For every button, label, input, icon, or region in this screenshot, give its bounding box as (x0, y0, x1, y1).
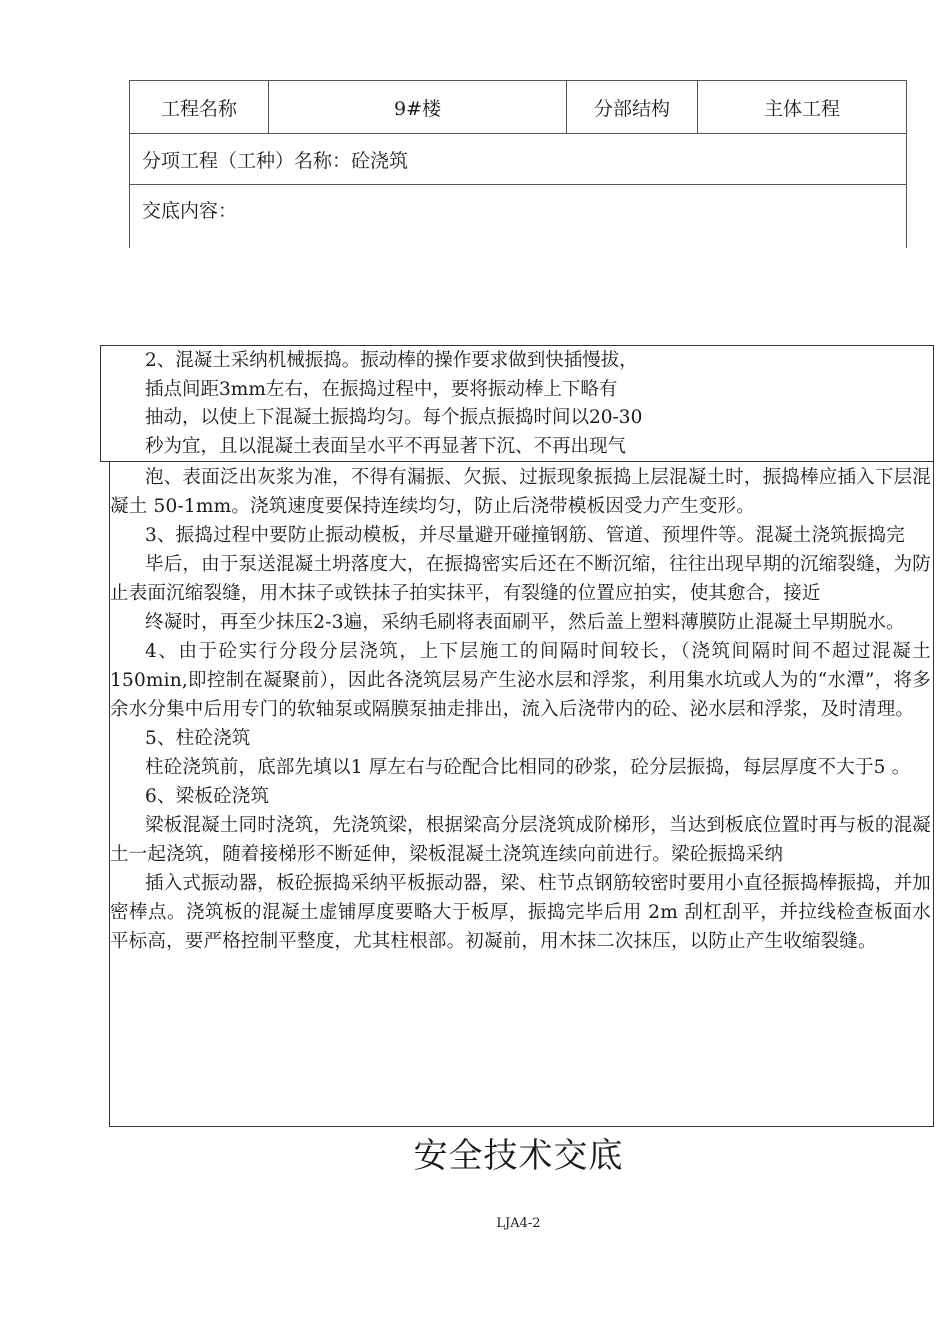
header-table (129, 80, 907, 248)
header-row-project (130, 81, 907, 134)
project-name-label: 工程名称 (130, 81, 269, 134)
content-line: 2、混凝土采纳机械振捣。振动棒的操作要求做到快插慢拔， (145, 350, 638, 371)
content-line: 抽动，以使上下混凝土振捣均匀。每个振点振捣时间以20-30 (145, 407, 643, 428)
content-line: 秒为宜，且以混凝土表面呈水平不再显著下沉、不再出现气 (145, 435, 627, 457)
content-paragraph: 毕后，由于泵送混凝土坍落度大，在振捣密实后还在不断沉缩，往往出现早期的沉缩裂缝，为防止表面沉缩裂缝，用木抹子或铁抹子拍实抹平，有裂缝的位置应拍实，使其愈合，接近 (110, 554, 931, 604)
content-paragraph: 4、由于砼实行分段分层浇筑，上下层施工的间隔时间较长，（浇筑间隔时间不超过混凝土 150min,即控制在凝聚前），因此各浇筑层易产生泌水层和浮浆，利用集水坑或人为的“水潭”，将多余水分集中后用专门的软轴泵或隔膜泵抽走排出，流入后浇带内的砼、泌水层和浮浆，及时清理。 (110, 641, 931, 720)
division-label: 分部结构 (567, 81, 698, 134)
project-name-value: 9#楼 (269, 81, 567, 134)
header-row-subitem (130, 134, 907, 185)
content-paragraph: 6、梁板砼浇筑 (145, 786, 270, 807)
content-paragraph: 3、振捣过程中要防止振动模板，并尽量避开碰撞钢筋、管道、预埋件等。混凝土浇筑振捣完 (145, 525, 905, 546)
document-title: 安全技术交底 (413, 1136, 624, 1176)
document-code: LJA4-2 (496, 1216, 541, 1231)
content-line: 插点间距3mm左右，在振捣过程中，要将振动棒上下略有 (145, 378, 618, 400)
content-label: 交底内容： (130, 185, 907, 249)
content-paragraph: 柱砼浇筑前，底部先填以1 厚左右与砼配合比相同的砂浆，砼分层振捣，每层厚度不大于5 。 (145, 757, 911, 778)
content-paragraph: 梁板混凝土同时浇筑，先浇筑梁，根据梁高分层浇筑成阶梯形，当达到板底位置时再与板的混凝土一起浇筑，随着接梯形不断延伸，梁板混凝土浇筑连续向前进行。梁砼振捣采纳 (110, 815, 931, 865)
subitem-name: 分项工程（工种）名称：砼浇筑 (130, 134, 907, 185)
division-value: 主体工程 (698, 81, 907, 134)
content-paragraph: 泡、表面泛出灰浆为准，不得有漏振、欠振、过振现象振捣上层混凝土时，振捣棒应插入下层混凝土 50-1mm。浇筑速度要保持连续均匀，防止后浇带模板因受力产生变形。 (110, 467, 931, 517)
content-paragraph: 5、柱砼浇筑 (145, 728, 251, 749)
content-box-main (109, 461, 934, 1127)
content-box-upper (100, 345, 934, 462)
content-paragraph: 插入式振动器，板砼振捣采纳平板振动器，梁、柱节点钢筋较密时要用小直径振捣棒振捣，并加密棒点。浇筑板的混凝土虚铺厚度要略大于板厚，振捣完毕后用 2m 刮杠刮平，并拉线检查板面水平标高，要严格控制平整度，尤其柱根部。初凝前，用木抹二次抹压，以防止产生收缩裂缝。 (110, 873, 931, 952)
header-row-content (130, 185, 907, 249)
content-paragraph: 终凝时，再至少抹压2-3遍，采纳毛刷将表面刷平，然后盖上塑料薄膜防止混凝土早期脱水。 (145, 612, 905, 633)
